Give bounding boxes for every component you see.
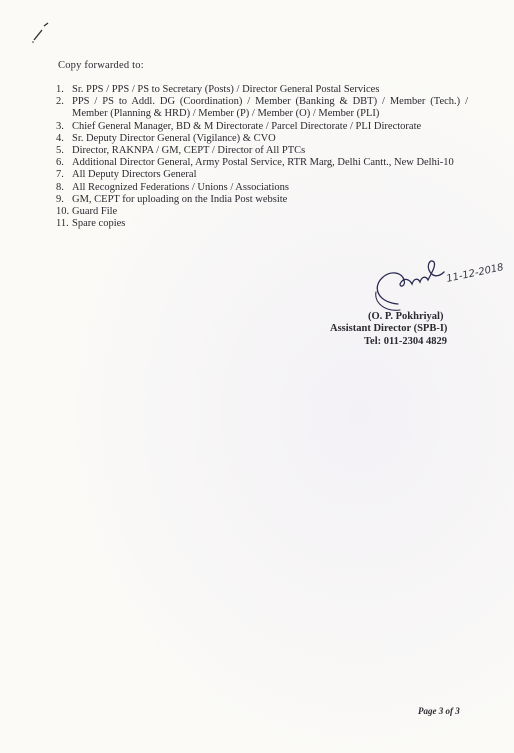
- signatory-designation: Assistant Director (SPB-I): [330, 323, 448, 334]
- signature-date: 11-12-2018: [445, 262, 505, 285]
- item-number: 7.: [56, 169, 64, 181]
- item-number: 3.: [56, 120, 64, 132]
- signatory-telephone: Tel: 011-2304 4829: [364, 336, 448, 347]
- list-item: [56, 194, 468, 206]
- signature-icon: [370, 258, 460, 316]
- item-number: 11.: [56, 218, 69, 230]
- recipient-list: [56, 84, 468, 230]
- item-number: 8.: [56, 181, 64, 193]
- list-item: [56, 84, 468, 96]
- list-item: [56, 218, 468, 230]
- list-item: [56, 157, 468, 169]
- item-text: Director, RAKNPA / GM, CEPT / Director of All PTCs: [72, 145, 306, 157]
- item-text: GM, CEPT for uploading on the India Post website: [72, 193, 288, 205]
- item-text: Spare copies: [72, 218, 126, 230]
- item-number: 6.: [56, 157, 64, 169]
- page-number: Page 3 of 3: [418, 706, 460, 716]
- pen-mark-icon: [30, 20, 54, 44]
- item-number: 5.: [56, 145, 64, 157]
- list-item: [56, 206, 468, 218]
- item-text: All Deputy Directors General: [72, 169, 197, 181]
- item-number: 10.: [56, 206, 70, 218]
- list-item: [56, 145, 468, 157]
- signatory-name: (O. P. Pokhriyal): [368, 311, 444, 322]
- item-text: Additional Director General, Army Postal Service, RTR Marg, Delhi Cantt., New Delhi-10: [72, 157, 454, 169]
- item-number: 4.: [56, 132, 64, 144]
- list-item: [56, 169, 468, 181]
- item-text: Sr. Deputy Director General (Vigilance) & CVO: [72, 132, 276, 144]
- item-text: All Recognized Federations / Unions / Associations: [72, 181, 289, 193]
- item-text: PPS / PS to Addl. DG (Coordination) / Member (Banking & DBT) / Member (Tech.) / Member (Planning & HRD) / Member (P) / Member (O) / Member (PLI): [72, 96, 468, 120]
- copy-forwarded-heading: Copy forwarded to:: [58, 60, 144, 71]
- item-text: Chief General Manager, BD & M Directorate / Parcel Directorate / PLI Directorate: [72, 120, 422, 132]
- list-item: [56, 121, 468, 133]
- item-text: Guard File: [72, 206, 118, 218]
- item-text: Sr. PPS / PPS / PS to Secretary (Posts) / Director General Postal Services: [72, 84, 380, 95]
- item-number: 2.: [56, 96, 64, 108]
- list-item: [56, 133, 468, 145]
- list-item: [56, 96, 468, 120]
- item-number: 1.: [56, 84, 64, 95]
- item-number: 9.: [56, 193, 64, 205]
- list-item: [56, 182, 468, 194]
